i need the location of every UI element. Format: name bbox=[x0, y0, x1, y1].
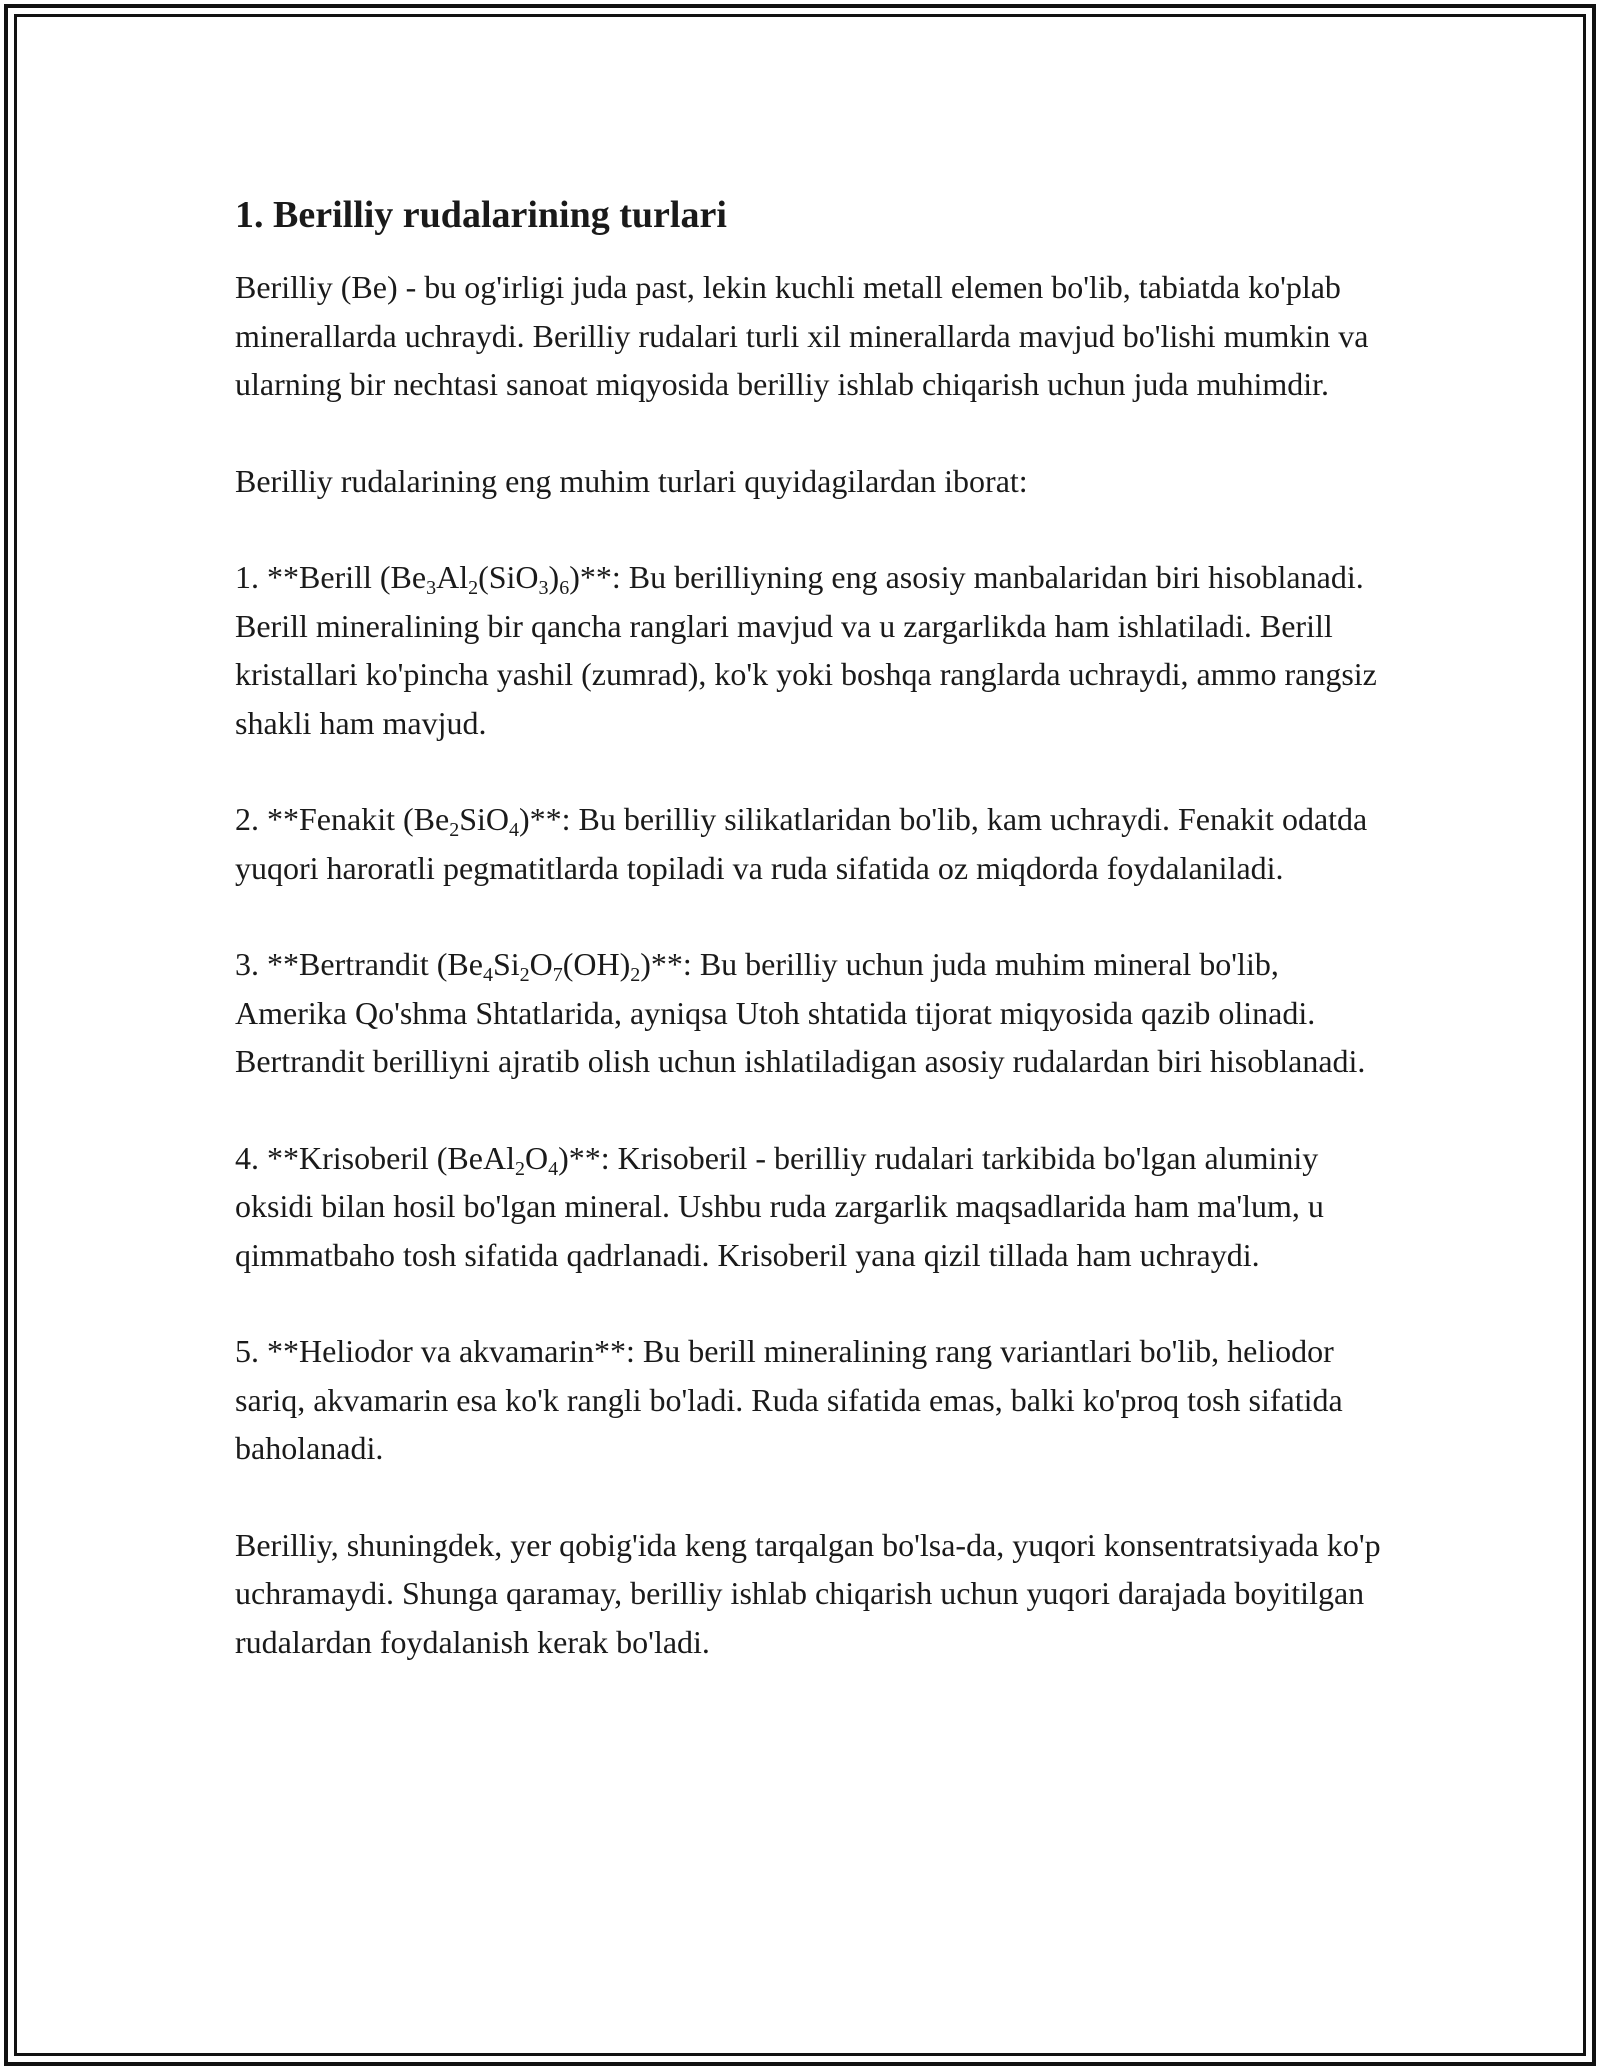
formula-subscript: 2 bbox=[514, 1157, 525, 1180]
item-number: 5. bbox=[235, 1333, 259, 1369]
mineral-description: Bu berill mineralining rang variantlari bo'lib, heliodor sariq, akvamarin esa ko'k rangli bo'ladi. Ruda sifatida emas, balki ko'proq tosh sifatida baholanadi. bbox=[235, 1333, 1343, 1466]
formula-part: (SiO bbox=[478, 559, 539, 595]
mineral-item-berill: 1. **Berill $(Be_3Al_2(SiO_3)_6)**$: Bu berilliyning eng asosiy manbalaridan biri hisoblanadi. Berill mineralining bir qancha ranglari mavjud va u zargarlikda ham ishlatiladi. Berill kristallari ko'pincha yashil (zumrad), ko'k yoki boshqa ranglarda uchraydi, ammo rangsiz shakli ham mavjud. bbox=[235, 559, 1377, 741]
mineral-name: Krisoberil bbox=[299, 1139, 429, 1176]
formula-subscript: 2 bbox=[468, 577, 479, 599]
formula-part: (OH) bbox=[562, 946, 631, 982]
item-number: 1. bbox=[235, 559, 259, 595]
item-number: 4. bbox=[235, 1139, 259, 1176]
formula-part: Be bbox=[413, 801, 450, 837]
formula-part: Al bbox=[436, 559, 469, 595]
formula-subscript: 2 bbox=[449, 819, 460, 841]
document-body bbox=[235, 185, 1385, 1714]
mineral-item-krisoberil: 4. **Krisoberil $(BeAl_2O_4)**$: Krisoberil - berilliy rudalari tarkibida bo'lgan aluminiy oksidi bilan hosil bo'lgan mineral. Ushbu ruda zargarlik maqsadlarida ham ma'lum, u qimmatbaho tosh sifatida qadrlanadi. Krisoberil yana qizil tillada ham uchraydi. bbox=[235, 1139, 1324, 1273]
formula-part: Be bbox=[390, 559, 427, 595]
formula-subscript: 3 bbox=[538, 577, 549, 599]
formula-part: O bbox=[524, 1139, 549, 1176]
mineral-description: Bu berilliyning eng asosiy manbalaridan biri hisoblanadi. Berill mineralining bir qancha ranglari mavjud va u zargarlikda ham ishlatiladi. Berill kristallari ko'pincha yashil (zumrad), ko'k yoki boshqa ranglarda uchraydi, ammo rangsiz shakli ham mavjud. bbox=[235, 559, 1377, 741]
formula-part: Be bbox=[447, 946, 483, 982]
mineral-name: Berill bbox=[299, 559, 372, 595]
formula-subscript: 4 bbox=[508, 819, 519, 841]
formula-subscript: 2 bbox=[519, 964, 530, 986]
mineral-item-heliodor: 5. **Heliodor va akvamarin**: Bu berill mineralining rang variantlari bo'lib, heliodor sariq, akvamarin esa ko'k rangli bo'ladi. Ruda sifatida emas, balki ko'proq tosh sifatida baholanadi. bbox=[235, 1333, 1343, 1466]
formula-part: BeAl bbox=[447, 1139, 515, 1176]
intro-paragraph: Berilliy (Be) - bu og'irligi juda past, lekin kuchli metall elemen bo'lib, tabiatda ko'plab minerallarda uchraydi. Berilliy rudalari turli xil minerallarda mavjud bo'lishi mumkin va ularning bir nechtasi sanoat miqyosida berilliy ishlab chiqarish uchun juda muhimdir. bbox=[235, 269, 1369, 402]
mineral-item-fenakit: 2. **Fenakit $(Be_2SiO_4)**$: Bu berilliy silikatlaridan bo'lib, kam uchraydi. Fenakit odatda yuqori haroratli pegmatitlarda topiladi va ruda sifatida oz miqdorda foydalaniladi. bbox=[235, 801, 1368, 886]
formula-subscript: 4 bbox=[548, 1157, 559, 1180]
mineral-description: Bu berilliy uchun juda muhim mineral bo'lib, Amerika Qo'shma Shtatlarida, ayniqsa Utoh shtatida tijorat miqyosida qazib olinadi. Bertrandit berilliyni ajratib olish uchun ishlatiladigan asosiy rudalardan biri hisoblanadi. bbox=[235, 946, 1366, 1079]
mineral-item-bertrandit: 3. **Bertrandit $(Be_4Si_2O_7(OH)_2)**$: Bu berilliy uchun juda muhim mineral bo'lib, Amerika Qo'shma Shtatlarida, ayniqsa Utoh shtatida tijorat miqyosida qazib olinadi. Bertrandit berilliyni ajratib olish uchun ishlatiladigan asosiy rudalardan biri hisoblanadi. bbox=[235, 946, 1366, 1079]
formula-part: Si bbox=[492, 946, 520, 982]
formula-part: ) bbox=[548, 559, 560, 595]
formula-subscript: 7 bbox=[552, 964, 563, 986]
formula-part: SiO bbox=[459, 801, 509, 837]
mineral-description: Krisoberil - berilliy rudalari tarkibida bo'lgan aluminiy oksidi bilan hosil bo'lgan mineral. Ushbu ruda zargarlik maqsadlarida ham ma'lum, u qimmatbaho tosh sifatida qadrlanadi. Krisoberil yana qizil tillada ham uchraydi. bbox=[235, 1139, 1324, 1273]
mineral-description: Bu berilliy silikatlaridan bo'lib, kam uchraydi. Fenakit odatda yuqori haroratli pegmatitlarda topiladi va ruda sifatida oz miqdorda foydalaniladi. bbox=[235, 801, 1368, 886]
formula-subscript: 4 bbox=[482, 964, 493, 986]
mineral-name: Bertrandit bbox=[299, 946, 429, 982]
conclusion-paragraph: Berilliy, shuningdek, yer qobig'ida keng tarqalgan bo'lsa-da, yuqori konsentratsiyada ko'p uchramaydi. Shunga qaramay, berilliy ishlab chiqarish uchun yuqori darajada boyitilgan rudalardan foydalanish kerak bo'ladi. bbox=[235, 1526, 1381, 1660]
section-heading: 1. Berilliy rudalarining turlari bbox=[235, 194, 727, 236]
formula-subscript: 6 bbox=[559, 577, 570, 599]
formula-part: O bbox=[529, 946, 553, 982]
list-intro-paragraph: Berilliy rudalarining eng muhim turlari quyidagilardan iborat: bbox=[235, 462, 1028, 499]
mineral-name: Fenakit bbox=[299, 801, 395, 837]
formula-subscript: 3 bbox=[426, 577, 437, 599]
item-number: 3. bbox=[235, 946, 259, 982]
mineral-name: Heliodor va akvamarin bbox=[299, 1333, 594, 1369]
item-number: 2. bbox=[235, 801, 259, 837]
formula-subscript: 2 bbox=[630, 964, 641, 986]
